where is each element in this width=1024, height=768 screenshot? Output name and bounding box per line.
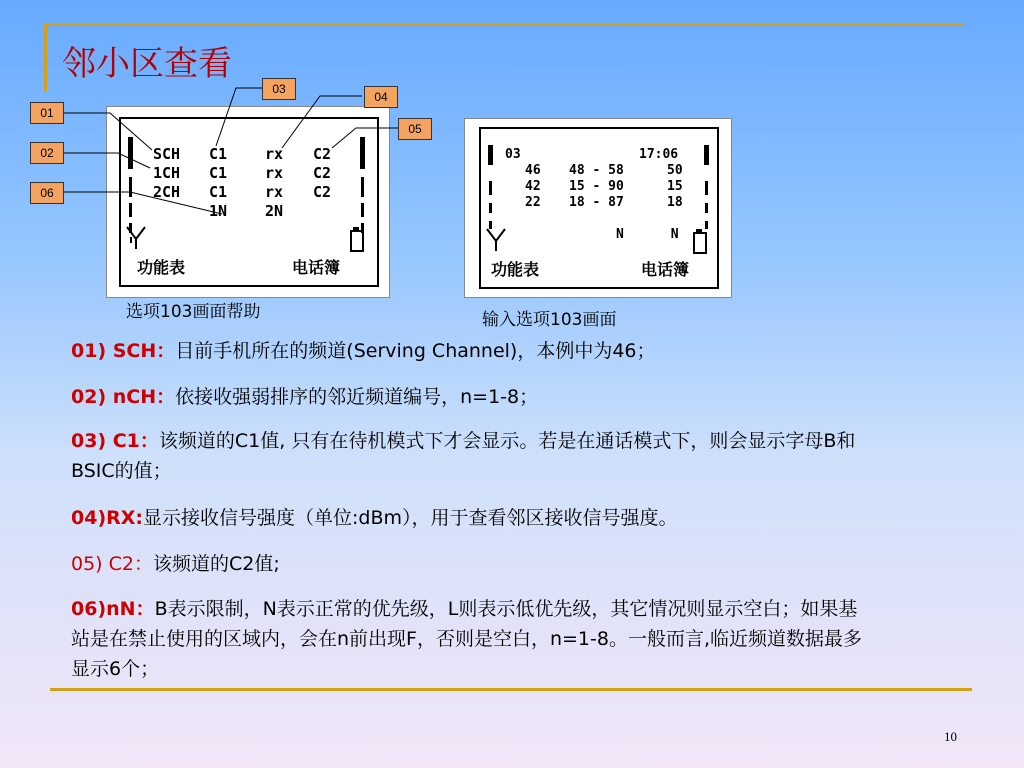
cell: C1: [209, 145, 228, 163]
item-label: 05) C2：: [71, 553, 153, 575]
cell: 50: [667, 163, 683, 178]
cell: C1: [209, 183, 228, 201]
callout-01: 01: [30, 102, 64, 124]
cell: 46: [525, 163, 541, 178]
cell: 48 - 58: [569, 163, 624, 178]
item-05: [71, 549, 871, 579]
item-label: 03) C1：: [71, 430, 159, 452]
callout-06: 06: [30, 182, 64, 204]
cell: 15: [667, 179, 683, 194]
item-text: 显示接收信号强度（单位:dBm），用于查看邻区接收信号强度。: [143, 507, 678, 529]
cell: 1CH: [153, 164, 181, 182]
left-softkey-phonebook: 电话簿: [292, 258, 341, 277]
item-text: B表示限制，N表示正常的优先级，L则表示低优先级，其它情况则显示空白；如果基站是在禁止使用的区域内，会在n前出现F，否则是空白，n=1-8。一般而言,临近频道数据最多显示6个；: [71, 598, 863, 680]
right-softkey-phonebook: 电话簿: [641, 260, 690, 279]
cell: 15 - 90: [569, 179, 624, 194]
cell: 22: [525, 195, 541, 210]
cell: N N: [615, 227, 679, 242]
cell: rx: [265, 164, 284, 182]
cell: 1N: [209, 202, 228, 220]
footer-rule: [50, 688, 972, 691]
item-04: [71, 503, 871, 533]
right-softkey-menu: 功能表: [491, 260, 540, 279]
cell: 03: [505, 147, 521, 162]
callout-03: 03: [262, 78, 296, 100]
clock-text: 17:06: [639, 147, 679, 162]
cell: C2: [313, 164, 332, 182]
item-03: [71, 426, 871, 486]
cell: 2N: [265, 202, 284, 220]
item-label: 02) nCH：: [71, 386, 176, 408]
cell: 18: [667, 195, 683, 210]
item-06: [71, 594, 871, 684]
item-label: 04)RX:: [71, 507, 144, 529]
item-01: [71, 336, 871, 366]
item-text: 依接收强弱排序的邻近频道编号，n=1-8；: [175, 386, 539, 408]
cell: SCH: [153, 145, 181, 163]
slide-title: 邻小区查看: [62, 44, 232, 84]
cell: 18 - 87: [569, 195, 624, 210]
cell: C2: [313, 145, 332, 163]
cell: rx: [265, 145, 284, 163]
item-label: 06)nN：: [71, 598, 155, 620]
cell: C1: [209, 164, 228, 182]
left-screen-caption: 选项103画面帮助: [126, 302, 261, 322]
item-text: 该频道的C2值;: [152, 553, 280, 575]
item-text: 目前手机所在的频道(Serving Channel)，本例中为46；: [175, 340, 656, 362]
page-number: 10: [944, 729, 957, 744]
callout-leader-lines: [0, 0, 1024, 320]
callout-02: 02: [30, 142, 64, 164]
left-softkey-menu: 功能表: [137, 258, 186, 277]
cell: rx: [265, 183, 284, 201]
cell: 2CH: [153, 183, 181, 201]
right-screen-caption: 输入选项103画面: [482, 310, 617, 330]
cell: 42: [525, 179, 541, 194]
callout-05: 05: [398, 118, 432, 140]
cell: C2: [313, 183, 332, 201]
item-02: [71, 382, 871, 412]
callout-04: 04: [364, 86, 398, 108]
item-label: 01) SCH：: [71, 340, 176, 362]
item-text: 该频道的C1值, 只有在待机模式下才会显示。若是在通话模式下，则会显示字母B和BSIC的值；: [71, 430, 856, 482]
